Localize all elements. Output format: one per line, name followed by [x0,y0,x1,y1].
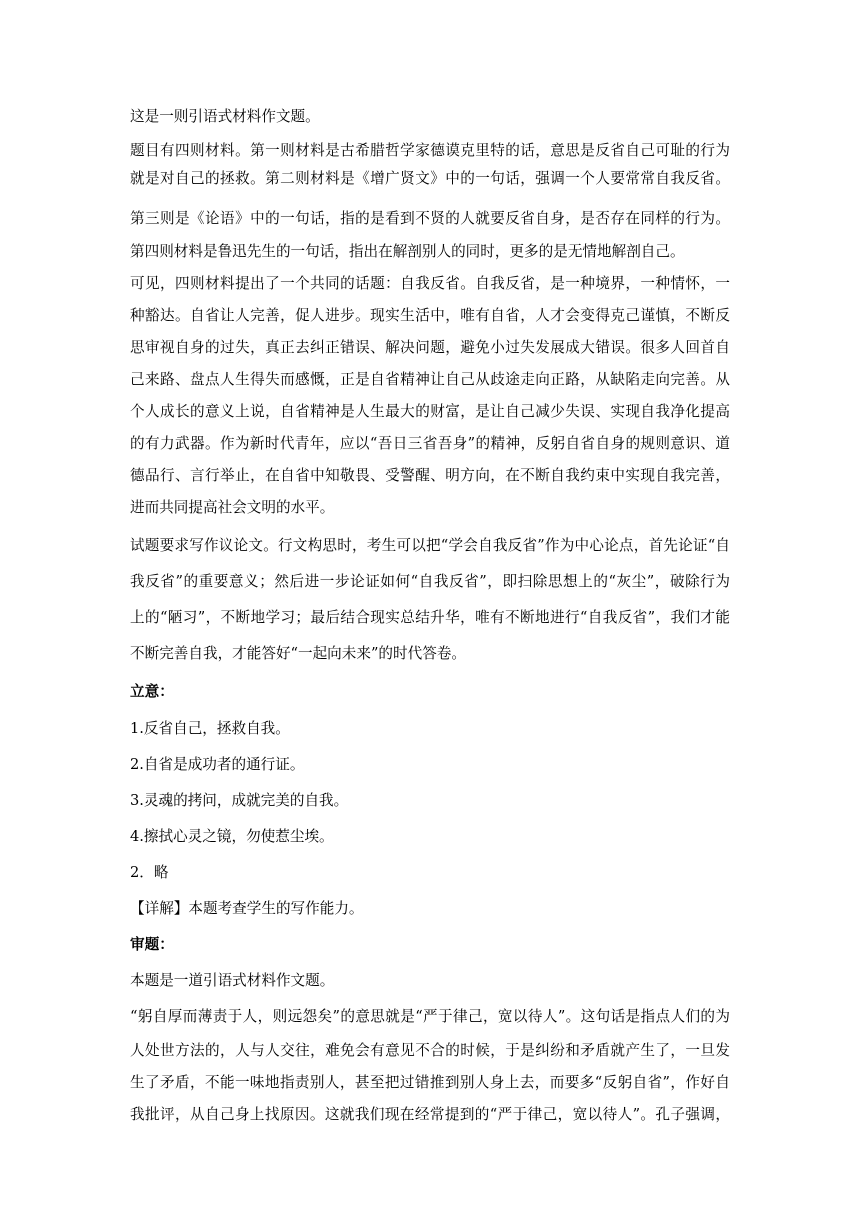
text-line: 2.自省是成功者的通行证。 [130,756,305,773]
text-line: 进而共同提高社会文明的水平。 [130,499,335,516]
text-line: 己来路、盘点人生得失而感慨，正是自省精神让自己从歧途走向正路，从缺陷走向完善。从 [130,371,730,388]
text-line: 2．略 [130,864,169,881]
text-line: 思审视自身的过失，真正去纠正错误、解决问题，避免小过失发展成大错误。很多人回首自 [130,339,730,356]
text-line: 生了矛盾，不能一味地指责别人，甚至把过错推到别人身上去，而要多“反躬自省”，作好自 [130,1074,730,1091]
text-line: 的有力武器。作为新时代青年，应以“吾日三省吾身”的精神，反躬自省自身的规则意识、道 [130,435,730,452]
text-line: 可见，四则材料提出了一个共同的话题：自我反省。自我反省，是一种境界，一种情怀，一 [130,275,730,292]
text-line: 1.反省自己，拯救自我。 [130,720,290,737]
text-line: 3.灵魂的拷问，成就完美的自我。 [130,792,349,809]
section-heading: 审题： [130,936,174,953]
text-line: 就是对自己的拯救。第二则材料是《增广贤文》中的一句话，强调一个人要常常自我反省。 [130,170,730,187]
text-line: 不断完善自我，才能答好“一起向未来”的时代答卷。 [130,645,466,662]
text-line: 试题要求写作议论文。行文构思时，考生可以把“学会自我反省”作为中心论点，首先论证“自 [130,537,730,554]
text-line: 种豁达。自省让人完善，促人进步。现实生活中，唯有自省，人才会变得克己谨慎，不断反 [130,307,730,324]
text-line: 第四则材料是鲁迅先生的一句话，指出在解剖别人的同时，更多的是无情地解剖自己。 [130,243,685,260]
section-heading: 立意： [130,683,174,700]
text-line: 4.擦拭心灵之镜，勿使惹尘埃。 [130,828,334,845]
text-line: 题目有四则材料。第一则材料是古希腊哲学家德谟克里特的话，意思是反省自己可耻的行为 [130,142,730,159]
text-line: 【详解】本题考查学生的写作能力。 [130,900,364,917]
text-line: 本题是一道引语式材料作文题。 [130,972,335,989]
text-line: “躬自厚而薄责于人，则远怨矣”的意思就是“严于律己，宽以待人”。这句话是指点人们的为 [130,1008,730,1025]
text-line: 德品行、言行举止，在自省中知敬畏、受警醒、明方向，在不断自我约束中实现自我完善， [130,467,730,484]
text-line: 个人成长的意义上说，自省精神是人生最大的财富，是让自己减少失误、实现自我净化提高 [130,403,730,420]
text-line: 人处世方法的，人与人交往，难免会有意见不合的时候，于是纠纷和矛盾就产生了，一旦发 [130,1042,730,1059]
text-line: 我批评，从自己身上找原因。这就我们现在经常提到的“严于律己，宽以待人”。孔子强调， [130,1106,730,1123]
text-line: 我反省”的重要意义；然后进一步论证如何“自我反省”，即扫除思想上的“灰尘”，破除行为 [130,573,730,590]
text-line: 第三则是《论语》中的一句话，指的是看到不贤的人就要反省自身，是否存在同样的行为。 [130,210,730,227]
text-line: 这是一则引语式材料作文题。 [130,108,320,125]
text-line: 上的“陋习”，不断地学习；最后结合现实总结升华，唯有不断地进行“自我反省”，我们才能 [130,609,730,626]
